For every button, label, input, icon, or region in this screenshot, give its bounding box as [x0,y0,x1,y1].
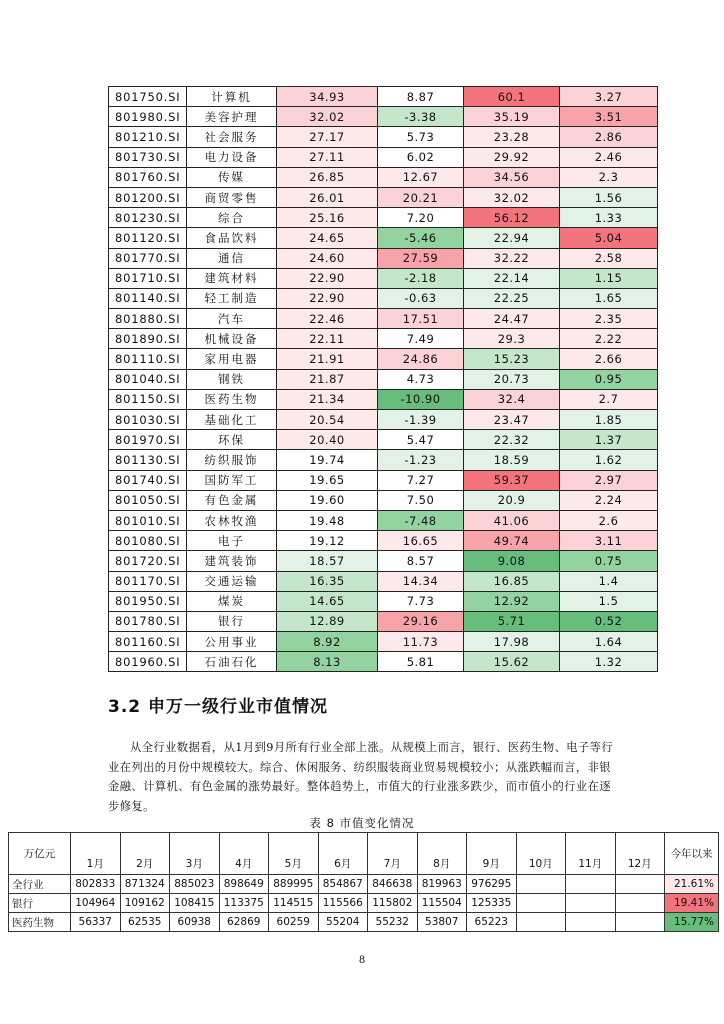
market-value-body [9,875,719,932]
value-cell: 18.57 [277,551,378,571]
industry-name-cell: 建筑装饰 [187,551,277,571]
month-header: 7月 [368,833,418,875]
value-cell: 8.13 [277,652,378,672]
value-cell: 22.32 [464,430,560,450]
industry-code-cell: 801770.SI [109,248,187,268]
value-cell: 21.91 [277,349,378,369]
value-cell: 22.90 [277,268,378,288]
industry-code-cell: 801980.SI [109,107,187,127]
table-row [109,490,658,510]
value-cell: 55204 [318,913,368,932]
industry-code-cell: 801130.SI [109,450,187,470]
value-cell: 115802 [368,894,418,913]
value-cell [516,894,566,913]
industry-code-cell: 801140.SI [109,288,187,308]
value-cell: 1.85 [560,410,658,430]
value-cell: 1.32 [560,652,658,672]
industry-code-cell: 801010.SI [109,510,187,530]
industry-code-cell: 801200.SI [109,187,187,207]
value-cell: 1.33 [560,208,658,228]
value-cell [516,875,566,894]
value-cell: 898649 [219,875,269,894]
value-cell: 24.47 [464,309,560,329]
market-value-header-row [9,833,719,875]
industry-code-cell: 801170.SI [109,571,187,591]
industry-code-cell: 801730.SI [109,147,187,167]
industry-name-cell: 汽车 [187,309,277,329]
row-label: 全行业 [9,875,71,894]
value-cell: 24.65 [277,228,378,248]
value-cell: 8.57 [378,551,464,571]
value-cell: 2.58 [560,248,658,268]
month-header: 4月 [219,833,269,875]
value-cell: -1.23 [378,450,464,470]
ytd-cell: 21.61% [665,875,719,894]
value-cell: 2.22 [560,329,658,349]
industry-code-cell: 801030.SI [109,410,187,430]
value-cell: 22.46 [277,309,378,329]
value-cell: 27.11 [277,147,378,167]
table-caption: 表 8 市值变化情况 [309,816,415,830]
value-cell: 27.59 [378,248,464,268]
month-header: 11月 [566,833,616,875]
value-cell: 0.52 [560,611,658,631]
month-header: 8月 [417,833,467,875]
value-cell: 2.3 [560,167,658,187]
value-cell: 60.1 [464,87,560,107]
value-cell: 4.73 [378,369,464,389]
value-cell: 125335 [467,894,517,913]
value-cell: 2.24 [560,490,658,510]
value-cell: 2.66 [560,349,658,369]
table-row [109,167,658,187]
table-row [109,369,658,389]
value-cell: 16.85 [464,571,560,591]
industry-returns-body [109,87,658,672]
month-header: 6月 [318,833,368,875]
value-cell: 26.01 [277,187,378,207]
value-cell: 889995 [269,875,319,894]
industry-name-cell: 社会服务 [187,127,277,147]
value-cell: -2.18 [378,268,464,288]
value-cell: 18.59 [464,450,560,470]
value-cell: 1.56 [560,187,658,207]
value-cell: 6.02 [378,147,464,167]
value-cell: 819963 [417,875,467,894]
value-cell [516,913,566,932]
value-cell: 19.12 [277,531,378,551]
table-row [109,551,658,571]
industry-name-cell: 电力设备 [187,147,277,167]
value-cell: 976295 [467,875,517,894]
industry-name-cell: 公用事业 [187,632,277,652]
industry-returns-table [108,86,658,672]
value-cell: 34.56 [464,167,560,187]
industry-name-cell: 计算机 [187,87,277,107]
value-cell: 3.51 [560,107,658,127]
industry-code-cell: 801710.SI [109,268,187,288]
industry-code-cell: 801210.SI [109,127,187,147]
value-cell: 41.06 [464,510,560,530]
table-row [109,450,658,470]
section-heading: 3.2 申万一级行业市值情况 [108,697,329,717]
value-cell: 7.49 [378,329,464,349]
industry-code-cell: 801040.SI [109,369,187,389]
value-cell: 113375 [219,894,269,913]
month-header: 5月 [269,833,319,875]
value-cell: 20.40 [277,430,378,450]
value-cell: 2.46 [560,147,658,167]
industry-name-cell: 交通运输 [187,571,277,591]
table-row [109,410,658,430]
table-row [109,591,658,611]
value-cell: 3.27 [560,87,658,107]
table-row [109,228,658,248]
value-cell [615,913,665,932]
table-row [109,652,658,672]
value-cell: 104964 [71,894,121,913]
industry-name-cell: 农林牧渔 [187,510,277,530]
value-cell: 23.28 [464,127,560,147]
value-cell: 23.47 [464,410,560,430]
industry-code-cell: 801740.SI [109,470,187,490]
value-cell: 16.65 [378,531,464,551]
industry-name-cell: 食品饮料 [187,228,277,248]
row-label: 医药生物 [9,913,71,932]
value-cell: 2.7 [560,389,658,409]
table-row [9,894,719,913]
value-cell: 114515 [269,894,319,913]
industry-name-cell: 煤炭 [187,591,277,611]
value-cell: 14.65 [277,591,378,611]
value-cell: 32.02 [464,187,560,207]
value-cell: 14.34 [378,571,464,591]
value-cell: 22.11 [277,329,378,349]
industry-name-cell: 通信 [187,248,277,268]
unit-label: 万亿元 [9,833,71,875]
value-cell: -10.90 [378,389,464,409]
industry-name-cell: 钢铁 [187,369,277,389]
value-cell: 854867 [318,875,368,894]
table-row [109,349,658,369]
value-cell: 3.11 [560,531,658,551]
industry-name-cell: 商贸零售 [187,187,277,207]
industry-name-cell: 综合 [187,208,277,228]
industry-code-cell: 801050.SI [109,490,187,510]
value-cell: 34.93 [277,87,378,107]
value-cell: 49.74 [464,531,560,551]
value-cell: 29.92 [464,147,560,167]
industry-code-cell: 801750.SI [109,87,187,107]
industry-code-cell: 801720.SI [109,551,187,571]
table-row [109,510,658,530]
value-cell: 15.23 [464,349,560,369]
value-cell: 35.19 [464,107,560,127]
page-number: 8 [358,955,366,966]
value-cell: 12.89 [277,611,378,631]
value-cell: 26.85 [277,167,378,187]
table-row [109,309,658,329]
industry-code-cell: 801230.SI [109,208,187,228]
row-label: 银行 [9,894,71,913]
value-cell: 0.75 [560,551,658,571]
month-header: 10月 [516,833,566,875]
value-cell: 22.90 [277,288,378,308]
value-cell: 885023 [170,875,220,894]
value-cell: -7.48 [378,510,464,530]
value-cell [615,875,665,894]
month-header: 3月 [170,833,220,875]
value-cell: 1.4 [560,571,658,591]
value-cell: 7.50 [378,490,464,510]
value-cell: 19.60 [277,490,378,510]
ytd-cell: 19.41% [665,894,719,913]
table-row [109,531,658,551]
table-row [109,208,658,228]
value-cell: 2.6 [560,510,658,530]
value-cell: 5.47 [378,430,464,450]
industry-name-cell: 基础化工 [187,410,277,430]
month-header: 12月 [615,833,665,875]
table-row [109,87,658,107]
value-cell: 846638 [368,875,418,894]
value-cell: 55232 [368,913,418,932]
value-cell: 19.48 [277,510,378,530]
value-cell: 115566 [318,894,368,913]
value-cell: 62869 [219,913,269,932]
table-row [109,470,658,490]
value-cell: 56337 [71,913,121,932]
value-cell: 802833 [71,875,121,894]
table-row [109,127,658,147]
value-cell: 20.21 [378,187,464,207]
value-cell: 24.86 [378,349,464,369]
table-row [109,389,658,409]
value-cell: 19.65 [277,470,378,490]
value-cell: 17.98 [464,632,560,652]
value-cell: 1.5 [560,591,658,611]
value-cell: 62535 [120,913,170,932]
table-row [9,875,719,894]
value-cell: 0.95 [560,369,658,389]
value-cell: 1.37 [560,430,658,450]
industry-code-cell: 801080.SI [109,531,187,551]
value-cell: 2.97 [560,470,658,490]
value-cell [615,894,665,913]
value-cell: 5.71 [464,611,560,631]
value-cell: 9.08 [464,551,560,571]
value-cell: 109162 [120,894,170,913]
industry-name-cell: 家用电器 [187,349,277,369]
value-cell: 60938 [170,913,220,932]
value-cell: 5.04 [560,228,658,248]
value-cell: 5.81 [378,652,464,672]
industry-code-cell: 801120.SI [109,228,187,248]
value-cell: 24.60 [277,248,378,268]
industry-name-cell: 电子 [187,531,277,551]
table-row [9,913,719,932]
industry-code-cell: 801890.SI [109,329,187,349]
value-cell: 32.22 [464,248,560,268]
value-cell: 20.54 [277,410,378,430]
value-cell: 11.73 [378,632,464,652]
value-cell: 21.87 [277,369,378,389]
value-cell: 22.25 [464,288,560,308]
value-cell: 7.73 [378,591,464,611]
table-row [109,611,658,631]
table-row [109,288,658,308]
value-cell: 22.14 [464,268,560,288]
value-cell [566,894,616,913]
value-cell: 12.67 [378,167,464,187]
table-row [109,329,658,349]
industry-code-cell: 801150.SI [109,389,187,409]
market-value-table [8,832,719,932]
industry-code-cell: 801950.SI [109,591,187,611]
industry-name-cell: 纺织服饰 [187,450,277,470]
value-cell: 53807 [417,913,467,932]
industry-name-cell: 医药生物 [187,389,277,409]
section-paragraph: 从全行业数据看，从1月到9月所有行业全部上涨。从规模上而言，银行、医药生物、电子等行业在列出的月份中规模较大。综合、休闲服务、纺织服装商业贸易规模较小；从涨跌幅而言，非银金融、计算机、有色金属的涨势最好。整体趋势上，市值大的行业涨多跌少，而市值小的行业在逐步修复。 [108,741,614,813]
value-cell: 1.64 [560,632,658,652]
month-header: 1月 [71,833,121,875]
value-cell: 32.4 [464,389,560,409]
value-cell: 56.12 [464,208,560,228]
industry-name-cell: 环保 [187,430,277,450]
value-cell: 15.62 [464,652,560,672]
value-cell: 1.62 [560,450,658,470]
month-header: 2月 [120,833,170,875]
value-cell: 17.51 [378,309,464,329]
value-cell: 7.27 [378,470,464,490]
value-cell: 29.16 [378,611,464,631]
value-cell: 8.92 [277,632,378,652]
industry-name-cell: 美容护理 [187,107,277,127]
value-cell: 29.3 [464,329,560,349]
industry-name-cell: 建筑材料 [187,268,277,288]
value-cell: 32.02 [277,107,378,127]
ytd-cell: 15.77% [665,913,719,932]
value-cell: 25.16 [277,208,378,228]
table-row [109,632,658,652]
table-row [109,107,658,127]
table-row [109,571,658,591]
table-row [109,248,658,268]
value-cell: 108415 [170,894,220,913]
industry-code-cell: 801970.SI [109,430,187,450]
industry-name-cell: 传媒 [187,167,277,187]
value-cell: 20.9 [464,490,560,510]
value-cell: 20.73 [464,369,560,389]
month-header: 9月 [467,833,517,875]
industry-name-cell: 机械设备 [187,329,277,349]
value-cell: 60259 [269,913,319,932]
value-cell: 2.86 [560,127,658,147]
value-cell: -3.38 [378,107,464,127]
table-row [109,187,658,207]
industry-code-cell: 801780.SI [109,611,187,631]
industry-name-cell: 国防军工 [187,470,277,490]
industry-code-cell: 801110.SI [109,349,187,369]
industry-name-cell: 石油石化 [187,652,277,672]
value-cell: 2.35 [560,309,658,329]
value-cell: 59.37 [464,470,560,490]
table-row [109,147,658,167]
table-row [109,268,658,288]
value-cell: 22.94 [464,228,560,248]
value-cell: -1.39 [378,410,464,430]
value-cell: 115504 [417,894,467,913]
value-cell: 8.87 [378,87,464,107]
industry-name-cell: 银行 [187,611,277,631]
value-cell [566,913,616,932]
industry-code-cell: 801960.SI [109,652,187,672]
value-cell: 21.34 [277,389,378,409]
value-cell [566,875,616,894]
industry-name-cell: 有色金属 [187,490,277,510]
value-cell: -5.46 [378,228,464,248]
table-row [109,430,658,450]
value-cell: 12.92 [464,591,560,611]
industry-code-cell: 801160.SI [109,632,187,652]
industry-code-cell: 801880.SI [109,309,187,329]
value-cell: 19.74 [277,450,378,470]
value-cell: 27.17 [277,127,378,147]
industry-code-cell: 801760.SI [109,167,187,187]
value-cell: 1.15 [560,268,658,288]
value-cell: -0.63 [378,288,464,308]
value-cell: 65223 [467,913,517,932]
value-cell: 7.20 [378,208,464,228]
value-cell: 1.65 [560,288,658,308]
value-cell: 871324 [120,875,170,894]
value-cell: 16.35 [277,571,378,591]
industry-name-cell: 轻工制造 [187,288,277,308]
ytd-header: 今年以来 [665,833,719,875]
value-cell: 5.73 [378,127,464,147]
